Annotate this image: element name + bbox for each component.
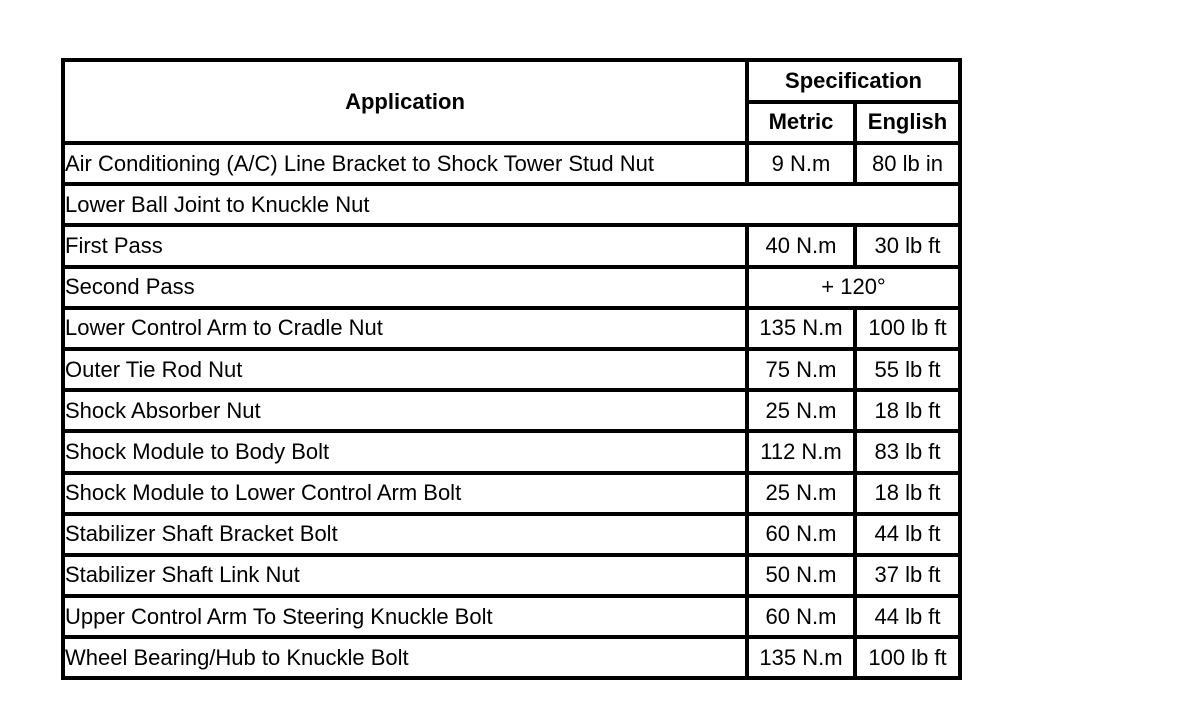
table-row	[65, 145, 962, 186]
metric-cell: 75 N.m	[749, 351, 857, 392]
metric-cell: 60 N.m	[749, 598, 857, 639]
application-subcell: Second Pass	[65, 269, 749, 310]
metric-cell: 40 N.m	[749, 227, 857, 268]
application-cell: Lower Ball Joint to Knuckle Nut	[65, 186, 962, 227]
metric-header: Metric	[749, 104, 857, 146]
torque-spec-table	[61, 58, 962, 680]
application-cell: Stabilizer Shaft Bracket Bolt	[65, 516, 749, 557]
table-row	[65, 557, 962, 598]
application-cell: Shock Module to Lower Control Arm Bolt	[65, 475, 749, 516]
application-cell: Upper Control Arm To Steering Knuckle Bolt	[65, 598, 749, 639]
metric-cell: 135 N.m	[749, 310, 857, 351]
table-row	[65, 310, 962, 351]
english-cell: 55 lb ft	[857, 351, 962, 392]
table-row	[65, 351, 962, 392]
metric-cell: 25 N.m	[749, 475, 857, 516]
table-row	[65, 598, 962, 639]
metric-cell: 50 N.m	[749, 557, 857, 598]
application-cell: Wheel Bearing/Hub to Knuckle Bolt	[65, 639, 749, 680]
metric-cell: 9 N.m	[749, 145, 857, 186]
specification-header: Specification	[749, 62, 962, 104]
english-cell: 80 lb in	[857, 145, 962, 186]
english-cell: 100 lb ft	[857, 639, 962, 680]
english-cell: 83 lb ft	[857, 433, 962, 474]
english-cell: 18 lb ft	[857, 392, 962, 433]
table-row	[65, 639, 962, 680]
application-subcell: First Pass	[65, 227, 749, 268]
metric-cell: 25 N.m	[749, 392, 857, 433]
table-row	[65, 227, 962, 268]
metric-cell: 135 N.m	[749, 639, 857, 680]
english-cell: 44 lb ft	[857, 598, 962, 639]
english-cell: 30 lb ft	[857, 227, 962, 268]
table-row-group-heading	[65, 186, 962, 227]
english-cell: 44 lb ft	[857, 516, 962, 557]
english-cell: 37 lb ft	[857, 557, 962, 598]
application-cell: Shock Module to Body Bolt	[65, 433, 749, 474]
metric-cell: 60 N.m	[749, 516, 857, 557]
application-header: Application	[65, 62, 749, 145]
table-row	[65, 475, 962, 516]
application-cell: Shock Absorber Nut	[65, 392, 749, 433]
application-cell: Air Conditioning (A/C) Line Bracket to Shock Tower Stud Nut	[65, 145, 749, 186]
english-cell: 18 lb ft	[857, 475, 962, 516]
application-cell: Outer Tie Rod Nut	[65, 351, 749, 392]
metric-cell: 112 N.m	[749, 433, 857, 474]
english-header: English	[857, 104, 962, 146]
english-cell: 100 lb ft	[857, 310, 962, 351]
application-cell: Stabilizer Shaft Link Nut	[65, 557, 749, 598]
header-row-top	[65, 62, 962, 104]
application-cell: Lower Control Arm to Cradle Nut	[65, 310, 749, 351]
table-row	[65, 269, 962, 310]
table-row	[65, 516, 962, 557]
table-row	[65, 392, 962, 433]
table-row	[65, 433, 962, 474]
angle-spec-cell: + 120°	[749, 269, 962, 310]
